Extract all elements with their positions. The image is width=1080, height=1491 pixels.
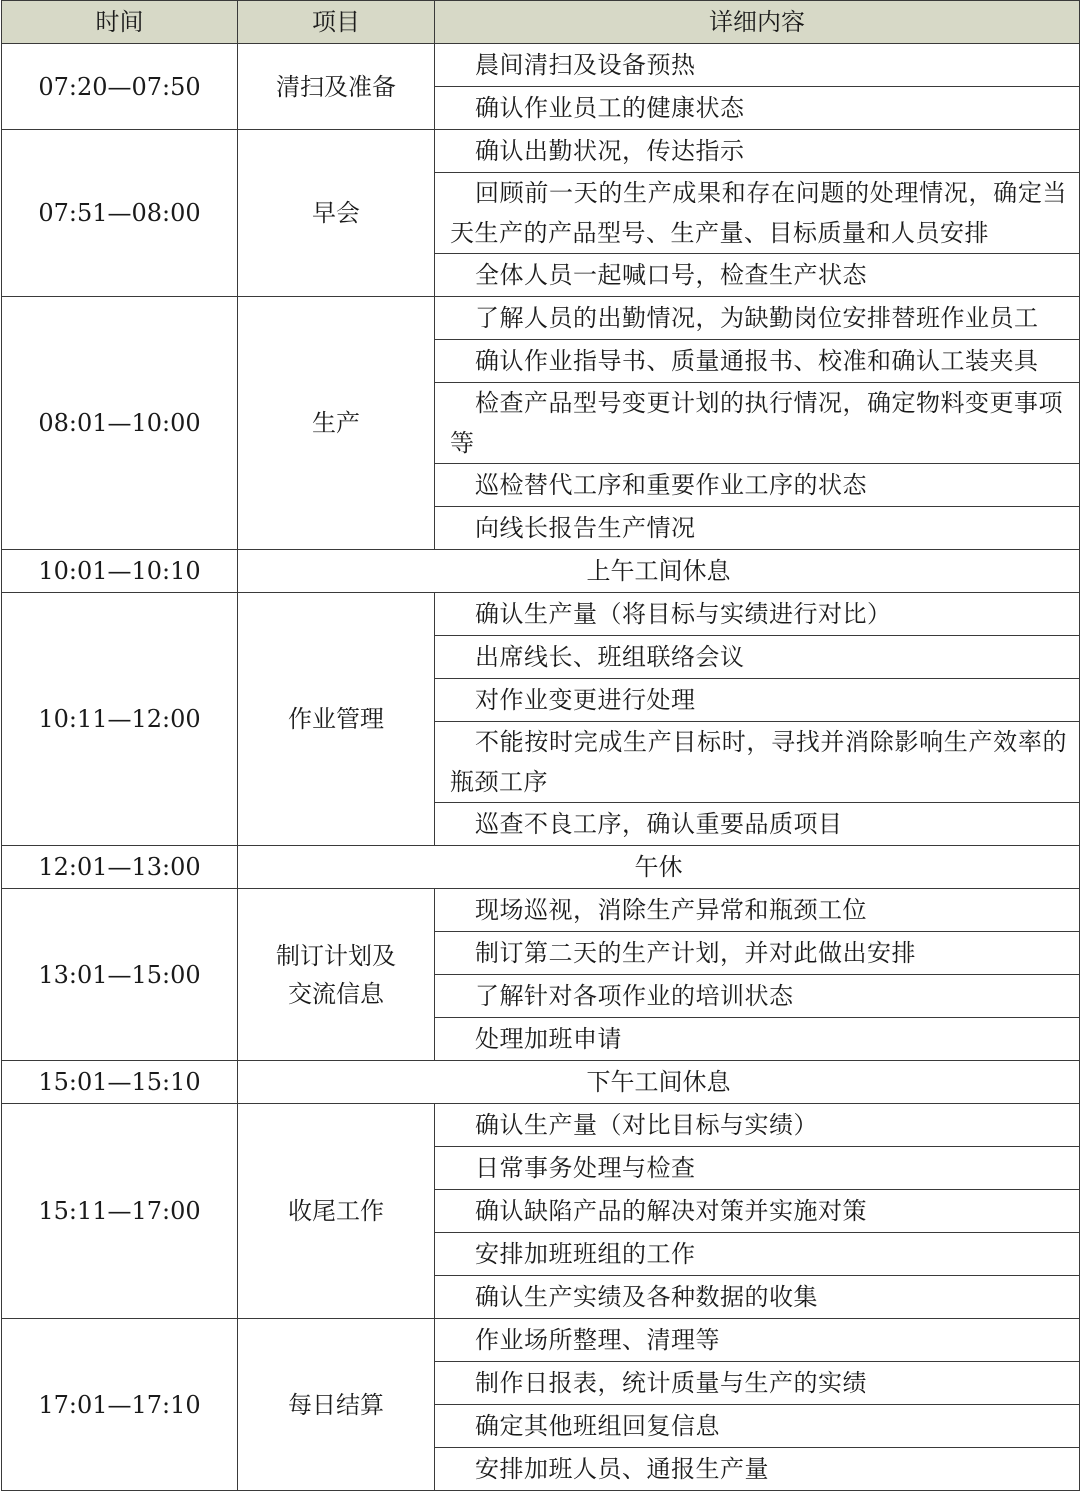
table-row: [2, 1104, 1080, 1147]
detail-cell: 巡检替代工序和重要作业工序的状态: [435, 464, 1080, 507]
time-cell: 10:11—12:00: [2, 593, 238, 846]
detail-cell: 不能按时完成生产目标时，寻找并消除影响生产效率的瓶颈工序: [435, 722, 1080, 803]
item-cell: 早会: [238, 130, 435, 297]
detail-cell: 巡查不良工序，确认重要品质项目: [435, 803, 1080, 846]
detail-cell: 确认生产实绩及各种数据的收集: [435, 1276, 1080, 1319]
break-cell: 午休: [238, 846, 1080, 889]
detail-cell: 确定其他班组回复信息: [435, 1405, 1080, 1448]
break-row: [2, 1061, 1080, 1104]
detail-cell: 晨间清扫及设备预热: [435, 44, 1080, 87]
table-row: [2, 297, 1080, 340]
time-cell: 07:51—08:00: [2, 130, 238, 297]
break-cell: 上午工间休息: [238, 550, 1080, 593]
time-cell: 08:01—10:00: [2, 297, 238, 550]
break-row: [2, 550, 1080, 593]
time-cell: 12:01—13:00: [2, 846, 238, 889]
item-cell: 作业管理: [238, 593, 435, 846]
detail-cell: 检查产品型号变更计划的执行情况，确定物料变更事项等: [435, 383, 1080, 464]
time-cell: 07:20—07:50: [2, 44, 238, 130]
header-detail: 详细内容: [435, 1, 1080, 44]
detail-cell: 对作业变更进行处理: [435, 679, 1080, 722]
detail-cell: 作业场所整理、清理等: [435, 1319, 1080, 1362]
detail-cell: 向线长报告生产情况: [435, 507, 1080, 550]
break-cell: 下午工间休息: [238, 1061, 1080, 1104]
detail-cell: 确认缺陷产品的解决对策并实施对策: [435, 1190, 1080, 1233]
detail-cell: 确认出勤状况，传达指示: [435, 130, 1080, 173]
item-cell: 生产: [238, 297, 435, 550]
time-cell: 13:01—15:00: [2, 889, 238, 1061]
table-row: [2, 130, 1080, 173]
detail-cell: 确认生产量（对比目标与实绩）: [435, 1104, 1080, 1147]
schedule-table: [1, 0, 1080, 1491]
item-label: 制订计划及交流信息: [276, 941, 396, 1008]
detail-cell: 日常事务处理与检查: [435, 1147, 1080, 1190]
header-item: 项目: [238, 1, 435, 44]
time-cell: 15:11—17:00: [2, 1104, 238, 1319]
item-cell: 清扫及准备: [238, 44, 435, 130]
detail-cell: 出席线长、班组联络会议: [435, 636, 1080, 679]
table-row: [2, 1319, 1080, 1362]
time-cell: 15:01—15:10: [2, 1061, 238, 1104]
detail-cell: 确认作业指导书、质量通报书、校准和确认工装夹具: [435, 340, 1080, 383]
item-cell: [238, 889, 435, 1061]
detail-cell: 现场巡视，消除生产异常和瓶颈工位: [435, 889, 1080, 932]
detail-cell: 处理加班申请: [435, 1018, 1080, 1061]
detail-cell: 制订第二天的生产计划，并对此做出安排: [435, 932, 1080, 975]
table-row: [2, 593, 1080, 636]
header-row: [2, 1, 1080, 44]
item-cell: 收尾工作: [238, 1104, 435, 1319]
detail-cell: 确认作业员工的健康状态: [435, 87, 1080, 130]
time-cell: 10:01—10:10: [2, 550, 238, 593]
table-row: [2, 44, 1080, 87]
detail-cell: 确认生产量（将目标与实绩进行对比）: [435, 593, 1080, 636]
detail-cell: 了解针对各项作业的培训状态: [435, 975, 1080, 1018]
detail-cell: 安排加班人员、通报生产量: [435, 1448, 1080, 1491]
detail-cell: 制作日报表，统计质量与生产的实绩: [435, 1362, 1080, 1405]
item-cell: 每日结算: [238, 1319, 435, 1491]
time-cell: 17:01—17:10: [2, 1319, 238, 1491]
detail-cell: 了解人员的出勤情况，为缺勤岗位安排替班作业员工: [435, 297, 1080, 340]
header-time: 时间: [2, 1, 238, 44]
break-row: [2, 846, 1080, 889]
detail-cell: 全体人员一起喊口号，检查生产状态: [435, 254, 1080, 297]
table-row: [2, 889, 1080, 932]
detail-cell: 回顾前一天的生产成果和存在问题的处理情况，确定当天生产的产品型号、生产量、目标质量和人员安排: [435, 173, 1080, 254]
detail-cell: 安排加班班组的工作: [435, 1233, 1080, 1276]
